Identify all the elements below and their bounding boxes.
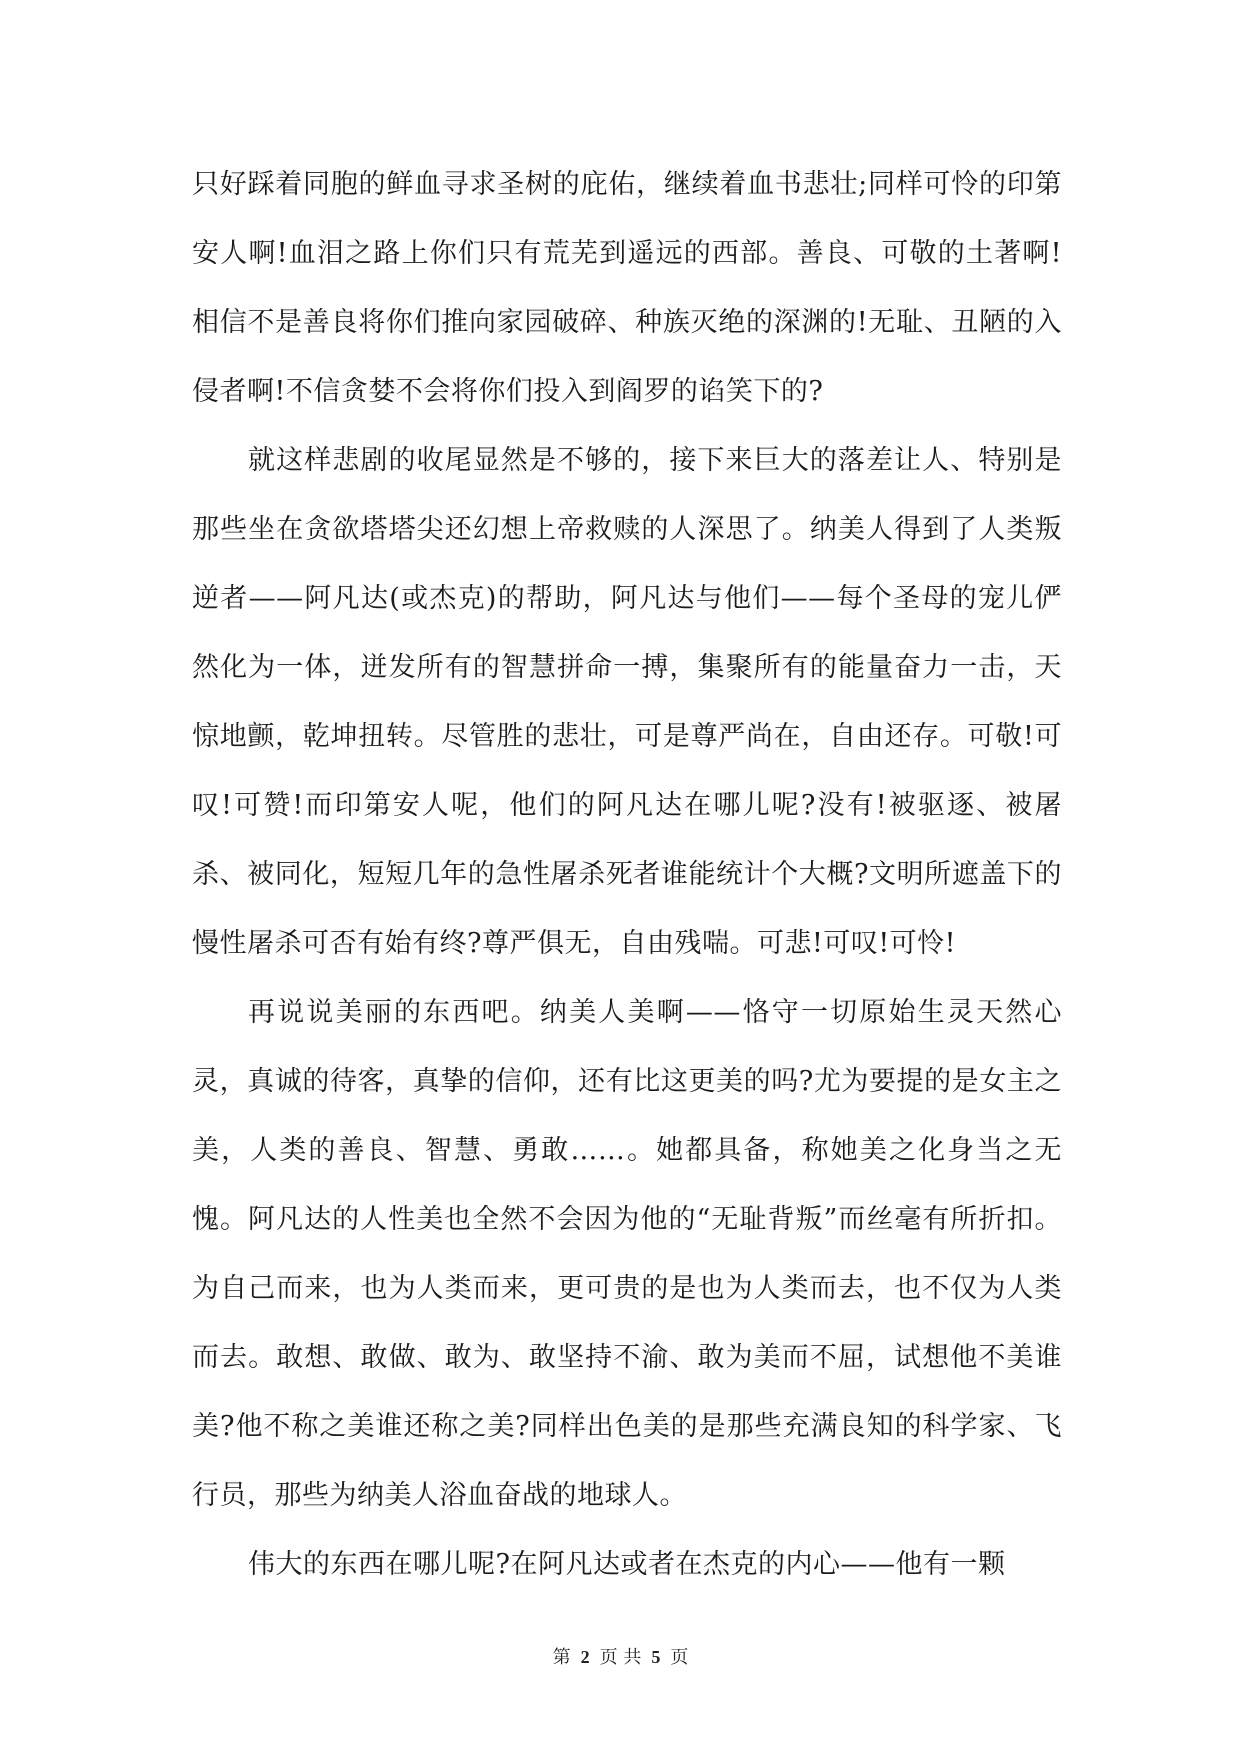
footer-middle: 页 共 [599, 1647, 642, 1668]
paragraph-2: 就这样悲剧的收尾显然是不够的，接下来巨大的落差让人、特别是那些坐在贪欲塔塔尖还幻想上帝救赎的人深思了。纳美人得到了人类叛逆者——阿凡达(或杰克)的帮助，阿凡达与他们——每个圣母的宠儿俨然化为一体，迸发所有的智慧拼命一搏，集聚所有的能量奋力一击，天惊地颤，乾坤扭转。尽管胜的悲壮，可是尊严尚在，自由还存。可敬!可叹!可赞!而印第安人呢，他们的阿凡达在哪儿呢?没有!被驱逐、被屠杀、被同化，短短几年的急性屠杀死者谁能统计个大概?文明所遮盖下的慢性屠杀可否有始有终?尊严俱无，自由残喘。可悲!可叹!可怜! [192, 445, 1062, 959]
paragraph-3: 再说说美丽的东西吧。纳美人美啊——恪守一切原始生灵天然心灵，真诚的待客，真挚的信仰，还有比这更美的吗?尤为要提的是女主之美，人类的善良、智慧、勇敢……。她都具备，称她美之化身当之无愧。阿凡达的人性美也全然不会因为他的“无耻背叛”而丝毫有所折扣。为自己而来，也为人类而来，更可贵的是也为人类而去，也不仅为人类而去。敢想、敢做、敢为、敢坚持不渝、敢为美而不屈，试想他不美谁美?他不称之美谁还称之美?同样出色美的是那些充满良知的科学家、飞行员，那些为纳美人浴血奋战的地球人。 [192, 997, 1062, 1511]
total-pages-number: 5 [651, 1647, 661, 1667]
current-page-number: 2 [580, 1647, 590, 1667]
document-body [192, 150, 1062, 1599]
paragraph-4: 伟大的东西在哪儿呢?在阿凡达或者在杰克的内心——他有一颗 [248, 1549, 1006, 1580]
footer-suffix: 页 [670, 1647, 689, 1668]
page-footer [0, 1645, 1241, 1670]
footer-prefix: 第 [552, 1647, 571, 1668]
paragraph-1: 只好踩着同胞的鲜血寻求圣树的庇佑，继续着血书悲壮;同样可怜的印第安人啊!血泪之路上你们只有荒芜到遥远的西部。善良、可敬的土著啊!相信不是善良将你们推向家园破碎、种族灭绝的深渊的!无耻、丑陋的入侵者啊!不信贪婪不会将你们投入到阎罗的谄笑下的? [192, 169, 1062, 407]
